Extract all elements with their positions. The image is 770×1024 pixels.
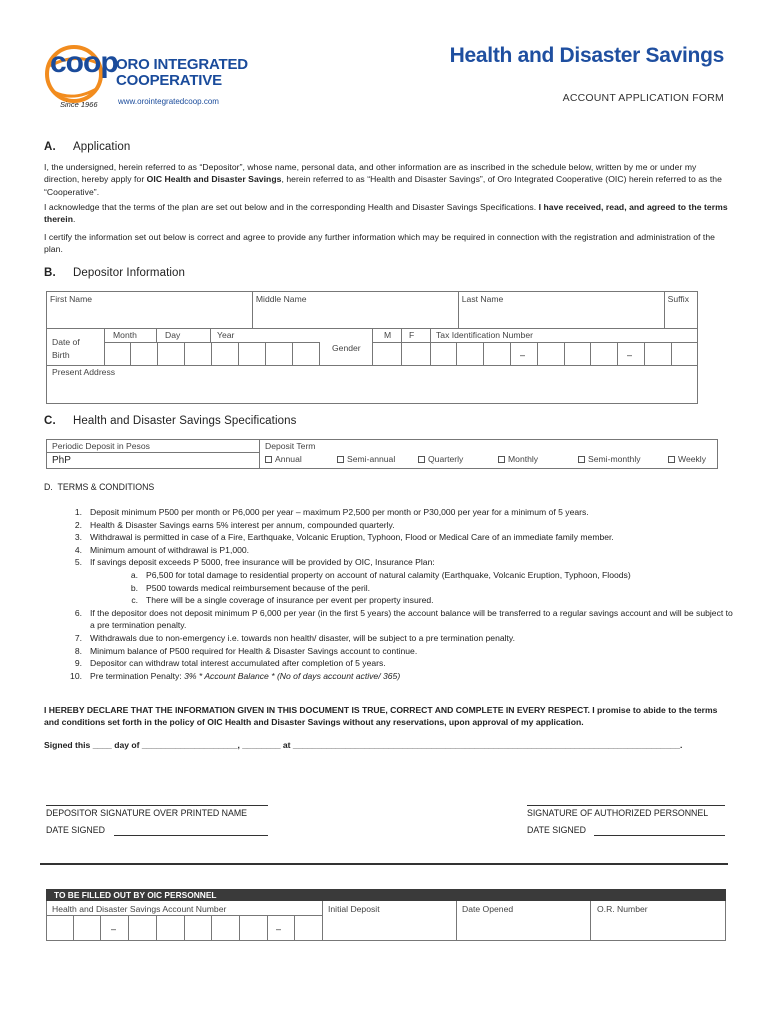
list-item: 2. Health & Disaster Savings earns 5% interest per annum, compounded quarterly.: [74, 519, 395, 530]
gender-male-label: M: [384, 330, 392, 340]
org-name-line1: ORO INTEGRATED: [116, 56, 248, 73]
list-item: 1. Deposit minimum P500 per month or P6,000 per year – maximum P2,500 per month or P30,000 per year for a minimum of 5 years.: [74, 507, 589, 517]
dob-label: Date of Birth: [52, 337, 80, 360]
term-annual[interactable]: Annual: [265, 454, 302, 464]
list-item: 4. Minimum amount of withdrawal is P1,000.: [74, 544, 250, 555]
periodic-deposit-label: Periodic Deposit in Pesos: [52, 441, 150, 451]
website-link[interactable]: www.orointegratedcoop.com: [118, 97, 219, 106]
list-item: 10. Pre termination Penalty: 3% * Account Balance * (No of days account active/ 365): [70, 670, 401, 681]
terms-list: [66, 506, 736, 682]
form-subtitle: ACCOUNT APPLICATION FORM: [562, 92, 724, 104]
initial-deposit-field[interactable]: [323, 915, 456, 941]
logo-word: coop: [50, 46, 118, 79]
dob-year-label: Year: [217, 330, 235, 340]
checkbox-icon[interactable]: [337, 456, 344, 463]
section-b-title: Depositor Information: [73, 267, 186, 279]
list-subitem: c. There will be a single coverage of insurance per event per property insured.: [131, 595, 434, 606]
date-signed-right-line[interactable]: [594, 835, 725, 836]
periodic-deposit-input[interactable]: [46, 452, 259, 469]
deposit-term-label: Deposit Term: [265, 441, 316, 451]
section-c-title: Health and Disaster Savings Specifications: [73, 415, 297, 427]
personnel-header-label: TO BE FILLED OUT BY OIC PERSONNEL: [54, 890, 217, 900]
list-subitem: a. P6,500 for total damage to residential property on account of natural calamity (Earthquake, Volcanic Eruption, Typhoon, Floods): [130, 569, 631, 580]
checkbox-icon[interactable]: [265, 456, 272, 463]
suffix-field[interactable]: Suffix: [664, 292, 697, 329]
section-a-paragraph-2: I acknowledge that the terms of the plan are set out below and in the corresponding Health and Disaster Savings Specifications. I have received, read, and agreed to the terms therein.: [44, 202, 728, 225]
section-d-title: D. TERMS & CONDITIONS: [44, 482, 155, 492]
term-monthly[interactable]: Monthly: [498, 454, 538, 464]
gender-female-label: F: [409, 330, 415, 340]
initial-deposit-label: Initial Deposit: [328, 904, 380, 914]
list-item: 8. Minimum balance of P500 required for Health & Disaster Savings account to continue.: [74, 645, 418, 656]
form-title: Health and Disaster Savings: [449, 44, 724, 67]
checkbox-icon[interactable]: [578, 456, 585, 463]
account-dash-1: –: [111, 924, 117, 934]
date-opened-label: Date Opened: [462, 904, 514, 914]
declaration-text: I HEREBY DECLARE THAT THE INFORMATION GIVEN IN THIS DOCUMENT IS TRUE, CORRECT AND COMPLETE IN EVERY RESPECT. I promise to abide to the terms and conditions set forth in the policy of OIC Health and Disaster Savings without any reservations, upon approval of my application.: [44, 705, 718, 728]
present-address-label: Present Address: [52, 367, 116, 377]
date-opened-field[interactable]: [457, 915, 590, 941]
section-a-title: Application: [73, 141, 131, 153]
tin-dash-1: –: [520, 350, 526, 360]
list-item: 9. Depositor can withdraw total interest accumulated after completion of 5 years.: [74, 658, 386, 669]
first-name-field[interactable]: First Name: [47, 292, 253, 329]
checkbox-icon[interactable]: [498, 456, 505, 463]
since-year: Since 1966: [60, 100, 98, 109]
gender-boxes[interactable]: [372, 342, 430, 366]
gender-label: Gender: [332, 343, 361, 353]
term-semi-monthly[interactable]: Semi-monthly: [578, 454, 641, 464]
list-item: 6. If the depositor does not deposit minimum P 6,000 per year (in the first 5 years) the account balance will be transferred to a regular savings account and will be subject to a pre termination penalty.: [74, 607, 733, 631]
term-semi-annual[interactable]: Semi-annual: [337, 454, 395, 464]
term-quarterly[interactable]: Quarterly: [418, 454, 463, 464]
middle-name-field[interactable]: Middle Name: [252, 292, 458, 329]
org-name-line2: COOPERATIVE: [116, 72, 222, 89]
signed-this-line[interactable]: Signed this ____ day of ____________________, ________ at _________________________________________________________________________________.: [44, 740, 683, 750]
list-subitem: b. P500 towards medical reimbursement because of the peril.: [130, 582, 371, 593]
tin-dash-2: –: [627, 350, 633, 360]
or-number-field[interactable]: [591, 915, 725, 941]
list-item: 7. Withdrawals due to non-emergency i.e. towards non health/ disaster, will be subject to a pre termination penalty.: [74, 632, 515, 643]
present-address-field[interactable]: [46, 366, 698, 404]
dob-boxes[interactable]: [104, 342, 320, 366]
checkbox-icon[interactable]: [668, 456, 675, 463]
dob-day-label: Day: [165, 330, 181, 340]
section-a-paragraph-3: I certify the information set out below is correct and agree to provide any further information which may be required in connection with the registration and administration of the plan.: [44, 232, 716, 255]
section-b-letter: B.: [44, 267, 56, 279]
list-item: 3. Withdrawal is permitted in case of a Fire, Earthquake, Volcanic Eruption, Typhoon, Flood or Medical Care of an immediate family member.: [74, 532, 614, 543]
account-number-label: Health and Disaster Savings Account Number: [52, 904, 227, 914]
or-number-label: O.R. Number: [597, 904, 648, 914]
list-item: 5. If savings deposit exceeds P 5000, free insurance will be provided by OIC, Insurance Plan:: [74, 557, 435, 568]
section-a-paragraph-1: I, the undersigned, herein referred to as “Depositor”, whose name, personal data, and other information are as inscribed in the schedule below, written by me or under my direction, hereby apply for OIC Health and Disaster Savings, herein referred to as “Health and Disaster Savings”, of Oro Integrated Cooperative (OIC) herein referred to as the “Cooperative”.: [44, 162, 722, 197]
divider: [40, 863, 728, 865]
authorized-signature-line[interactable]: [527, 805, 725, 806]
section-c-letter: C.: [44, 415, 56, 427]
tin-boxes[interactable]: [430, 342, 698, 366]
depositor-name-table: [46, 291, 698, 329]
currency-label: PhP: [52, 455, 71, 466]
depositor-signature-label: DEPOSITOR SIGNATURE OVER PRINTED NAME: [46, 808, 248, 818]
date-signed-right-label: DATE SIGNED: [527, 825, 586, 835]
last-name-field[interactable]: Last Name: [458, 292, 664, 329]
tin-label: Tax Identification Number: [436, 330, 533, 340]
dob-month-label: Month: [113, 330, 137, 340]
date-signed-left-label: DATE SIGNED: [46, 825, 105, 835]
authorized-signature-label: SIGNATURE OF AUTHORIZED PERSONNEL: [527, 808, 709, 818]
date-signed-left-line[interactable]: [114, 835, 268, 836]
section-a-letter: A.: [44, 141, 56, 153]
term-weekly[interactable]: Weekly: [668, 454, 706, 464]
checkbox-icon[interactable]: [418, 456, 425, 463]
account-dash-2: –: [276, 924, 282, 934]
depositor-signature-line[interactable]: [46, 805, 268, 806]
